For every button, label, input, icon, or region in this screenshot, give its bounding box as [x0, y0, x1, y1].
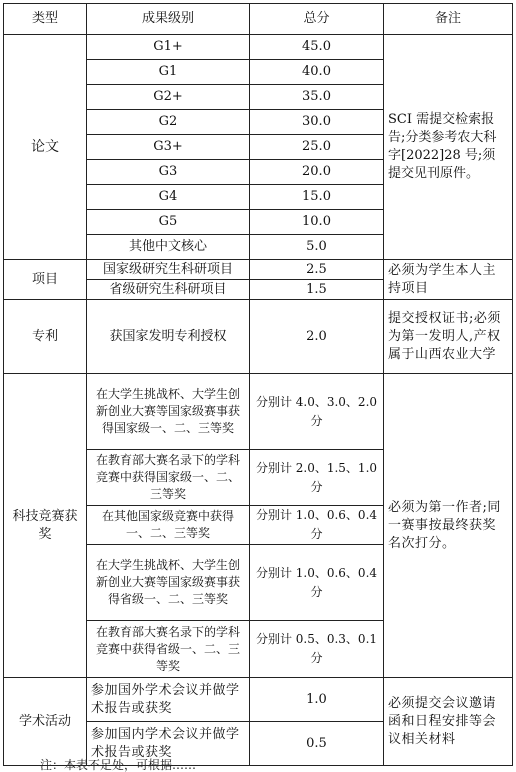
paper-score: 5.0	[250, 235, 384, 260]
competition-note: 必须为第一作者;同一赛事按最终获奖名次打分。	[384, 374, 513, 678]
competition-score: 分别计 0.5、0.3、0.1 分	[250, 621, 384, 678]
paper-level: G1+	[87, 35, 250, 60]
academic-note: 必须提交会议邀请函和日程安排等会议相关材料	[384, 678, 513, 766]
paper-score: 30.0	[250, 110, 384, 135]
patent-type: 专利	[4, 300, 87, 374]
paper-score: 20.0	[250, 160, 384, 185]
competition-score: 分别计 2.0、1.5、1.0 分	[250, 450, 384, 506]
project-level: 国家级研究生科研项目	[87, 260, 250, 280]
project-level: 省级研究生科研项目	[87, 280, 250, 300]
project-note: 必须为学生本人主持项目	[384, 260, 513, 300]
paper-score: 35.0	[250, 85, 384, 110]
patent-level: 获国家发明专利授权	[87, 300, 250, 374]
paper-score: 10.0	[250, 210, 384, 235]
competition-level: 在大学生挑战杯、大学生创新创业大赛等国家级赛事获得国家级一、二、三等奖	[87, 374, 250, 450]
footer-note: 注：本表不足处，可根据……	[40, 758, 197, 772]
academic-level: 参加国外学术会议并做学术报告或获奖	[87, 678, 250, 722]
paper-level: G5	[87, 210, 250, 235]
patent-score: 2.0	[250, 300, 384, 374]
academic-score: 0.5	[250, 722, 384, 766]
project-score: 1.5	[250, 280, 384, 300]
header-score: 总分	[250, 4, 384, 35]
competition-level: 在教育部大赛名录下的学科竞赛中获得省级一、二、三等奖	[87, 621, 250, 678]
paper-level: G4	[87, 185, 250, 210]
competition-level: 在其他国家级竞赛中获得一、二、三等奖	[87, 506, 250, 545]
table-row	[4, 35, 513, 60]
table-row	[4, 374, 513, 450]
header-note: 备注	[384, 4, 513, 35]
competition-type: 科技竞赛获奖	[4, 374, 87, 678]
header-row	[4, 4, 513, 35]
scoring-table	[3, 3, 513, 766]
competition-level: 在大学生挑战杯、大学生创新创业大赛等国家级赛事获得省级一、二、三等奖	[87, 545, 250, 621]
paper-score: 15.0	[250, 185, 384, 210]
paper-note: SCI 需提交检索报告;分类参考农大科字[2022]28 号;须提交见刊原件。	[384, 35, 513, 260]
paper-type: 论文	[4, 35, 87, 260]
competition-score: 分别计 1.0、0.6、0.4 分	[250, 545, 384, 621]
header-level: 成果级别	[87, 4, 250, 35]
academic-level: 参加国内学术会议并做学术报告或获奖	[87, 722, 250, 766]
paper-level: 其他中文核心	[87, 235, 250, 260]
patent-note: 提交授权证书;必须为第一发明人,产权属于山西农业大学	[384, 300, 513, 374]
paper-level: G3	[87, 160, 250, 185]
project-type: 项目	[4, 260, 87, 300]
table-row	[4, 300, 513, 374]
academic-type: 学术活动	[4, 678, 87, 766]
paper-score: 45.0	[250, 35, 384, 60]
table-row	[4, 678, 513, 722]
competition-score: 分别计 4.0、3.0、2.0 分	[250, 374, 384, 450]
table-row	[4, 260, 513, 280]
paper-score: 25.0	[250, 135, 384, 160]
header-type: 类型	[4, 4, 87, 35]
project-score: 2.5	[250, 260, 384, 280]
paper-level: G2	[87, 110, 250, 135]
paper-level: G1	[87, 60, 250, 85]
competition-level: 在教育部大赛名录下的学科竞赛中获得国家级一、二、三等奖	[87, 450, 250, 506]
paper-level: G3+	[87, 135, 250, 160]
academic-score: 1.0	[250, 678, 384, 722]
paper-level: G2+	[87, 85, 250, 110]
competition-score: 分别计 1.0、0.6、0.4 分	[250, 506, 384, 545]
paper-score: 40.0	[250, 60, 384, 85]
